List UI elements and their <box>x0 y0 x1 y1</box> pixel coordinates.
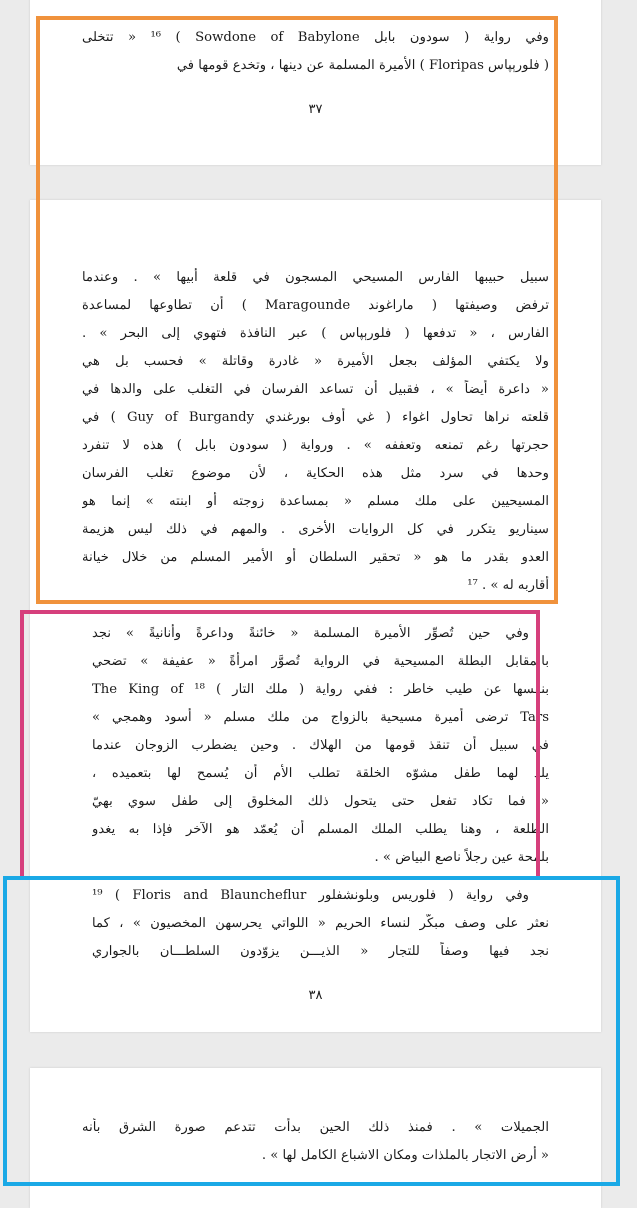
document-page-38 <box>30 200 601 1032</box>
text-line: سبيل حبيبها الفارس المسيحي المسجون في قلعة أبيها » . وعندما <box>82 270 549 285</box>
document-page-39 <box>30 1068 601 1208</box>
text-line: الطلعة ، وهنا يطلب الملك المسلم أن يُعمّد هو الآخر فإذا به يغدو <box>92 822 549 837</box>
text-line: أقاربه له » . ¹⁷ <box>467 578 549 593</box>
text-line: وفي رواية ( فلوريس وبلونشفلور Floris and Blauncheflur ) ¹⁹ <box>92 888 529 903</box>
text-line: في سبيل أن تنقذ قومها من الهلاك . وحين يضطرب الزوجان عندما <box>92 738 549 753</box>
text-line: وفي حين تُصوِّر الأميرة المسلمة « خائنةً وداعرةً وأنانيةً » نجد <box>92 626 529 641</box>
text-line: المسيحيين على ملك مسلم « بمساعدة زوجته أو ابنته » إنما هو <box>82 494 549 509</box>
document-page-37 <box>30 0 601 165</box>
text-line: ولا يكتفي المؤلف بجعل الأميرة « غادرة وقاتلة » فحسب بل هي <box>82 354 549 369</box>
text-line: وفي رواية ( سودون بابل Sowdone of Babylone ) ¹⁶ « تتخلى <box>82 30 549 45</box>
text-line: بلمحة عين رجلاً ناصع البياض » . <box>374 850 549 865</box>
text-line: سيناريو يتكرر في كل الروايات الأخرى . والمهم في ذلك ليس هزيمة <box>82 522 549 537</box>
text-line: الجميلات » . فمنذ ذلك الحين بدأت تتدعم صورة الشرق بأنه <box>82 1120 549 1135</box>
text-line: بنفسها عن طيب خاطر : ففي رواية ( ملك التار ) ¹⁸ The King of <box>92 682 549 697</box>
text-line: حجرتها رغم تمنعه وتعففه » . ورواية ( سودون بابل ) هذه لا تنفرد <box>82 438 549 453</box>
page-number: ٣٧ <box>308 102 323 117</box>
text-line: بالمقابل البطلة المسيحية في الرواية تُصوَّر امرأةً « عفيفة » تضحي <box>92 654 549 669</box>
text-line: ترفض وصيفتها ( ماراغوند Maragounde ) أن تطاوعها لمساعدة <box>82 298 549 313</box>
text-line: « فما تكاد تفعل حتى يتحول ذلك المخلوق إلى طفل سوي بهيّ <box>92 794 549 809</box>
page-number: ٣٨ <box>308 988 323 1003</box>
text-line: الفارس ، « تدفعها ( فلورېپاس ) عبر النافذة فتهوي إلى البحر » . <box>82 326 549 341</box>
text-line: يلد لهما طفل مشوّه الخلقة تطلب الأم أن يُسمح لها بتعميده ، <box>92 766 549 781</box>
text-line: ( فلورېپاس Floripas ) الأميرة المسلمة عن دينها ، وتخدع قومها في <box>176 58 549 73</box>
text-line: Tars ترضى أميرة مسيحية بالزواج من ملك مسلم « أسود وهمجي » <box>92 710 549 725</box>
text-line: نعثر على وصف مبكّر لنساء الحريم « اللواتي يحرسهن المخصيون » ، كما <box>92 916 549 931</box>
text-line: العدو بقدر ما هو « تحقير السلطان أو الأمير المسلم من خلال خيانة <box>82 550 549 565</box>
text-line: « أرض الاتجار بالملذات ومكان الاشباع الكامل لها » . <box>261 1148 549 1163</box>
text-line: وحدها في سرد مثل هذه الحكاية ، لأن موضوع تغلب الفرسان <box>82 466 549 481</box>
text-line: « داعرة أيضاً » ، فقبيل أن تساعد الفرسان في التغلب على والدها في <box>82 382 549 397</box>
text-line: قلعته نراها تحاول اغواء ( غي أوف بورغندي Guy of Burgandy ) في <box>82 410 549 425</box>
text-line: نجد فيها وصفاً للتجار « الذيـــن يزوّدون السلطـــان بالجواري <box>92 944 549 959</box>
